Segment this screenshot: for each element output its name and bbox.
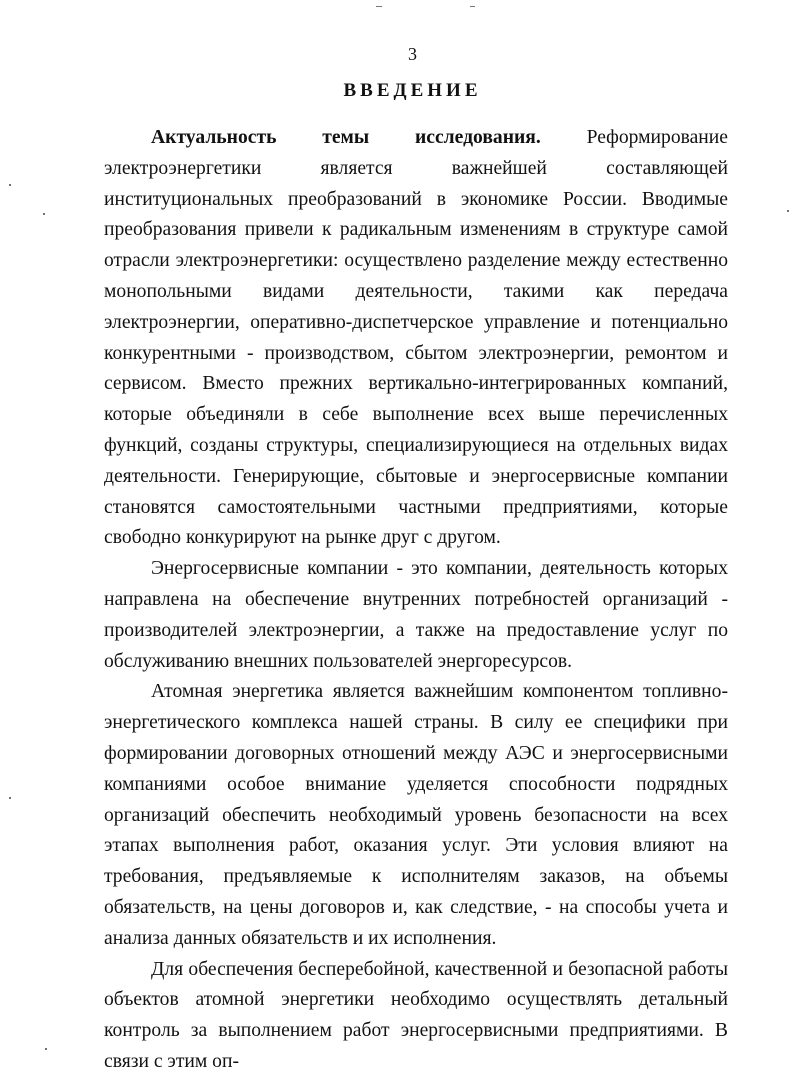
paragraph-energy-service — [104, 554, 728, 677]
paragraph-lead: Актуальность темы исследования. — [151, 127, 541, 148]
body-text — [104, 123, 728, 1078]
scan-speck — [43, 213, 45, 215]
scan-speck — [787, 210, 789, 212]
paragraph-text: Реформирование электроэнергетики является важнейшей составляющей институциональных преобразований в экономике России. Вводимые преобразования привели к радикальным изменениям в структуре самой отрасли электроэнергетики: осуществлено разделение между естественно монопольными видами деятельности, такими как передача электроэнергии, оперативно-диспетчерское управление и потенциально конкурентными - производством, сбытом электроэнергии, ремонтом и сервисом. Вместо прежних вертикально-интегрированных компаний, которые объединяли в себе выполнение всех выше перечисленных функций, созданы структуры, специализирующиеся на отдельных видах деятельности. Генерирующие, сбытовые и энергосервисные компании становятся самостоятельными частными предприятиями, которые свободно конкурируют на рынке друг с другом. — [104, 127, 728, 549]
paragraph-text: Энергосервисные компании - это компании, деятельность которых направлена на обеспечение внутренних потребностей организаций - производителей электроэнергии, а также на предоставление услуг по обслуживанию внешних пользователей энергоресурсов. — [104, 558, 728, 672]
paragraph-text: Атомная энергетика является важнейшим компонентом топливно-энергетического комплекса нашей страны. В силу ее специфики при формировании договорных отношений между АЭС и энергосервисными компаниями особое внимание уделяется способности подрядных организаций обеспечить необходимый уровень безопасности на всех этапах выполнения работ, оказания услуг. Эти условия влияют на требования, предъявляемые к исполнителям заказов, на объемы обязательств, на цены договоров и, как следствие, - на способы учета и анализа данных обязательств и их исполнения. — [104, 681, 728, 949]
section-heading: ВВЕДЕНИЕ — [343, 80, 482, 101]
scan-mark — [376, 6, 382, 7]
page-number: 3 — [408, 44, 417, 64]
scan-mark — [470, 6, 475, 7]
paragraph-control — [104, 955, 728, 1078]
scan-speck — [9, 184, 11, 186]
paragraph-relevance — [104, 123, 728, 554]
paragraph-text: Для обеспечения бесперебойной, качественной и безопасной работы объектов атомной энергетики необходимо осуществлять детальный контроль за выполнением работ энергосервисными предприятиями. В связи с этим оп- — [104, 958, 728, 1072]
scan-speck — [45, 1048, 47, 1050]
paragraph-nuclear — [104, 677, 728, 954]
scan-speck — [9, 797, 11, 799]
